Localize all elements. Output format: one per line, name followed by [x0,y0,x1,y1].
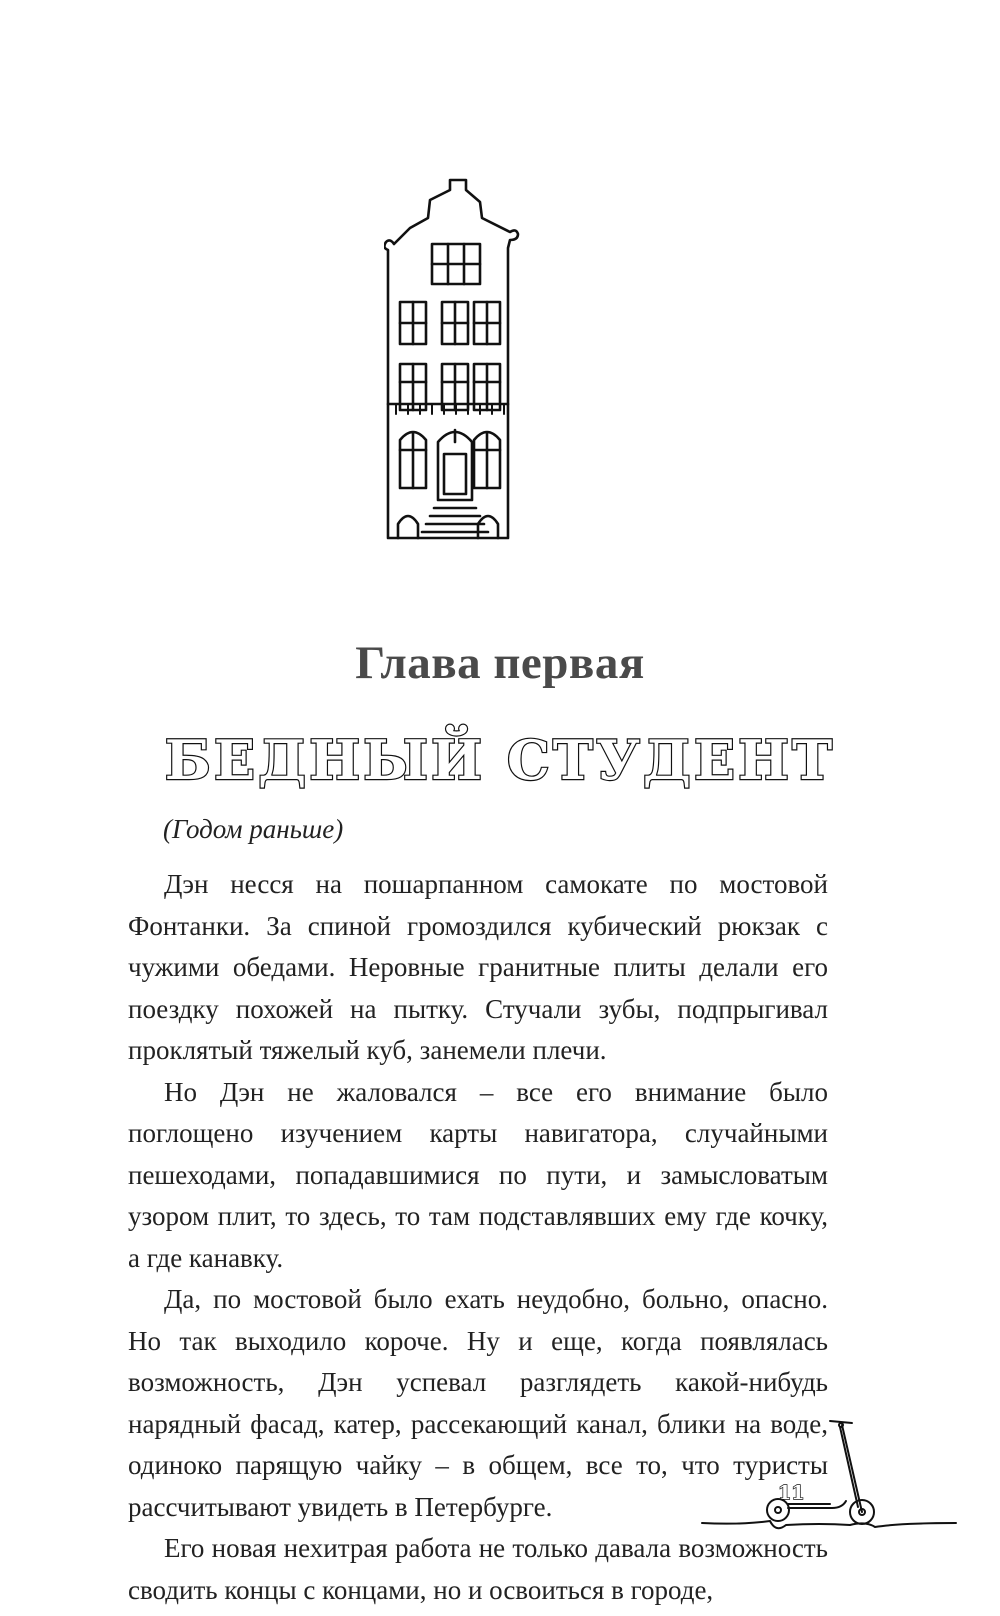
chapter-label: Глава первая [355,637,645,689]
epigraph: (Годом раньше) [163,814,344,844]
paragraph: Да, по мостовой было ехать неудобно, больно, опасно. Но так выходило короче. Ну и еще, когда появлялась возможность, Дэн успевал разглядеть какой-нибудь нарядный фасад, катер, рассекающий канал, блики на воде, одиноко парящую чайку – в общем, все то, что туристы рассчитывают увидеть в Петербурге. [128,1284,828,1522]
scooter-icon [700,1415,960,1540]
paragraph: Но Дэн не жаловался – все его внимание было поглощено изучением карты навигатора, случайными пешеходами, попадавшимися по пути, и замысловатым узором плит, то здесь, то там подставлявших ему где кочку, а где канавку. [128,1076,828,1273]
chapter-title: БЕДНЫЙ СТУДЕНТ [164,728,836,792]
page-number: 11 [778,1482,805,1504]
house-illustration [384,178,544,558]
paragraph: Дэн несся на пошарпанном самокате по мостовой Фонтанки. За спиной громоздился кубический рюкзак с чужими обедами. Неровные гранитные плиты делали его поездку похожей на пытку. Стучали зубы, подпрыгивал проклятый тяжелый куб, занемели плечи. [128,869,828,1065]
paragraph: Его новая нехитрая работа не только давала возможность сводить концы с концами, но и освоиться в городе, [128,1533,828,1605]
